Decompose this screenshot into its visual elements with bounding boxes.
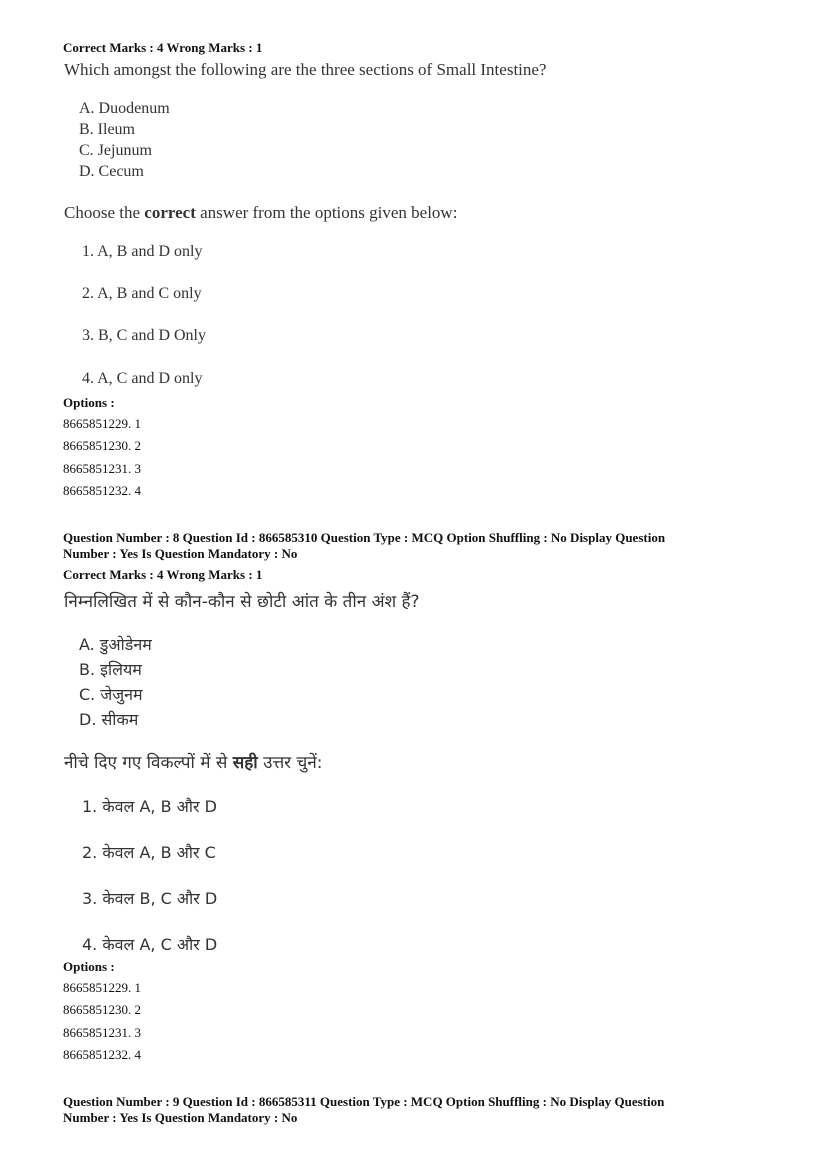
q8-answer-2: 2. केवल A, B और C: [82, 843, 216, 862]
q8-question-text: निम्नलिखित में से कौन-कौन से छोटी आंत के तीन अंश हैं?: [64, 592, 420, 612]
q8-option-id-1: 8665851229. 1: [63, 980, 141, 995]
q7-choice-d: D. Cecum: [79, 163, 144, 180]
q8-option-id-4: 8665851232. 4: [63, 1047, 141, 1062]
q8-marks: Correct Marks : 4 Wrong Marks : 1: [63, 567, 263, 582]
q8-header-line2: Number : Yes Is Question Mandatory : No: [63, 546, 298, 561]
q7-choice-c: C. Jejunum: [79, 142, 152, 159]
q7-instruction: Choose the correct answer from the options given below:: [64, 203, 458, 222]
q9-header-line1: Question Number : 9 Question Id : 866585311 Question Type : MCQ Option Shuffling : No Display Question: [63, 1094, 665, 1109]
q7-question-text: Which amongst the following are the three sections of Small Intestine?: [64, 60, 547, 79]
q7-answer-3: 3. B, C and D Only: [82, 327, 206, 344]
q9-header-line2: Number : Yes Is Question Mandatory : No: [63, 1110, 298, 1125]
q8-choice-c: C. जेजुनम: [79, 685, 143, 704]
q7-options-label: Options :: [63, 395, 115, 410]
q7-answer-1: 1. A, B and D only: [82, 243, 203, 260]
q8-instruction: नीचे दिए गए विकल्पों में से सही उत्तर चुनें:: [64, 753, 323, 773]
q8-options-label: Options :: [63, 959, 115, 974]
q7-option-id-4: 8665851232. 4: [63, 483, 141, 498]
q7-option-id-2: 8665851230. 2: [63, 438, 141, 453]
q8-answer-1: 1. केवल A, B और D: [82, 797, 217, 816]
q8-choice-b: B. इलियम: [79, 660, 142, 679]
q8-choice-d: D. सीकम: [79, 710, 139, 729]
q7-choice-a: A. Duodenum: [79, 100, 170, 117]
q7-choice-b: B. Ileum: [79, 121, 135, 138]
q7-answer-4: 4. A, C and D only: [82, 370, 203, 387]
q8-option-id-2: 8665851230. 2: [63, 1002, 141, 1017]
q7-option-id-1: 8665851229. 1: [63, 416, 141, 431]
q8-header-line1: Question Number : 8 Question Id : 866585310 Question Type : MCQ Option Shuffling : No Display Question: [63, 530, 666, 545]
q8-answer-4: 4. केवल A, C और D: [82, 935, 218, 954]
q7-answer-2: 2. A, B and C only: [82, 285, 202, 302]
q8-choice-a: A. डुओडेनम: [79, 635, 152, 654]
q8-option-id-3: 8665851231. 3: [63, 1025, 141, 1040]
q7-option-id-3: 8665851231. 3: [63, 461, 141, 476]
q8-answer-3: 3. केवल B, C और D: [82, 889, 218, 908]
q7-marks: Correct Marks : 4 Wrong Marks : 1: [63, 40, 263, 55]
